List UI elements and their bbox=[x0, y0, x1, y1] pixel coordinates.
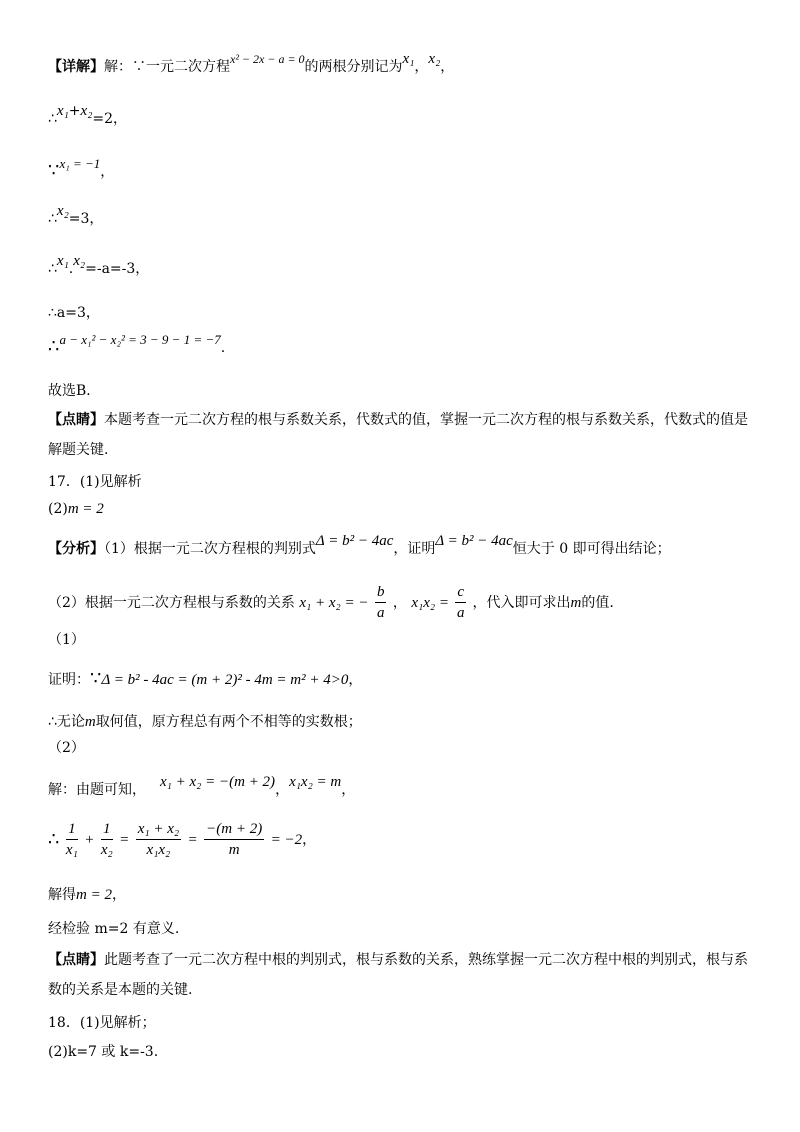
fraction-sum-over-product: $\frac{\text{x₁ + x₂}}{\text{x₁x₂}}$ bbox=[137, 821, 180, 858]
q17-answer-2: (2)m = 2 bbox=[48, 501, 104, 517]
solve-line: 解得m = 2， bbox=[48, 887, 126, 903]
comment-paragraph-16: 【点睛】本题考查一元二次方程的根与系数关系，代数式的值，掌握一元二次方程的根与系数关系，代数式的值是解题关键. bbox=[48, 412, 748, 458]
analysis-label: 【分析】 bbox=[48, 541, 104, 557]
q18-answer-2: (2)k=7 或 k=-3. bbox=[48, 1044, 159, 1060]
q18-heading: 18．(1)见解析； bbox=[48, 1015, 156, 1031]
q17-heading: 17．(1)见解析 bbox=[48, 474, 142, 490]
detail-label: 【详解】 bbox=[48, 59, 104, 75]
line-x2-value: ∴x₂=3， bbox=[48, 203, 104, 227]
proof-line: 证明：∵Δ = b² - 4ac = (m + 2)² - 4m = m² + 4>0， bbox=[48, 668, 363, 689]
comment-paragraph-17: 【点睛】此题考查了一元二次方程中根的判别式，根与系数的关系，熟练掌握一元二次方程中根的判别式，根与系数的关系是本题的关键. bbox=[48, 952, 748, 998]
line-choose-b: 故选B． bbox=[48, 383, 101, 399]
equation: x² − 2x − a = 0 bbox=[230, 52, 305, 66]
fraction-equation-line: ∴ $\frac{1}{\text{x₁}}$ + $\frac{1}{\text{x₂}}$ = $\frac{\text{x₁ + x₂}}{\text{x₁x₂}}$ = $\frac{-(m + 2)}{m}$ = −2， bbox=[48, 821, 317, 858]
line-x1-value: ∵x₁ = −1， bbox=[48, 156, 115, 181]
fraction-neg-m-plus-2-over-m: $\frac{-(m + 2)}{m}$ bbox=[206, 821, 263, 858]
conclusion-line-1: ∴无论m取何值，原方程总有两个不相等的实数根； bbox=[48, 714, 362, 730]
fraction-c-over-a: $\frac{c}{a}$ bbox=[457, 584, 465, 621]
fraction-b-over-a: $\frac{b}{a}$ bbox=[376, 584, 385, 621]
line-product-roots: ∴x₁.x₂=-a=-3， bbox=[48, 253, 150, 277]
part-1-marker: （1） bbox=[48, 632, 85, 648]
vieta-line: 解：由题可知， x₁ + x₂ = −(m + 2)，x₁x₂ = m， bbox=[48, 774, 356, 798]
fraction-1-over-x2: $\frac{1}{\text{x₂}}$ bbox=[100, 821, 113, 858]
line-detail-intro: 【详解】解：∵一元二次方程x² − 2x − a = 0的两根分别记为x₁，x₂， bbox=[48, 51, 455, 75]
fraction-1-over-x1: $\frac{1}{\text{x₁}}$ bbox=[65, 821, 78, 858]
line-a-value: ∴a=3， bbox=[48, 305, 100, 321]
analysis-part-1: 【分析】（1）根据一元二次方程根的判别式Δ = b² − 4ac，证明Δ = b² − 4ac恒大于 0 即可得出结论； bbox=[48, 533, 671, 557]
analysis-part-2: （2）根据一元二次方程根与系数的关系 x₁ + x₂ = − $\frac{b}{a}$ ， x₁x₂ = $\frac{c}{a}$ ，代入即可求出m的值. bbox=[48, 584, 614, 621]
part-2-marker: （2） bbox=[48, 740, 85, 756]
verify-line: 经检验 m=2 有意义. bbox=[48, 921, 180, 937]
line-sum-roots: ∴x₁+x₂=2， bbox=[48, 103, 128, 127]
comment-label: 【点睛】 bbox=[48, 412, 104, 428]
comment-label: 【点睛】 bbox=[48, 952, 104, 968]
line-expression-value: ∴a − x₁² − x₂² = 3 − 9 − 1 = −7. bbox=[48, 332, 226, 357]
